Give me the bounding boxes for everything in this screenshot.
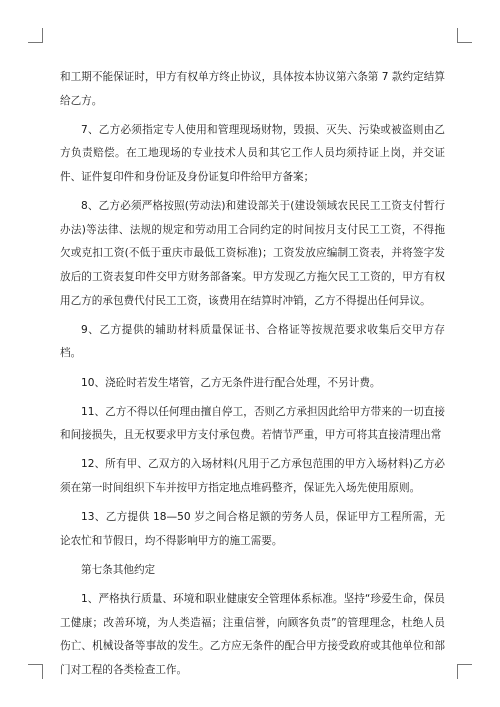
crop-mark-bottom-right [457,664,472,679]
crop-mark-top-right [457,28,472,43]
document-body [60,66,445,688]
section-heading-article-7: 第七条其他约定 [81,564,156,577]
paragraph-clause-13: 13、乙方提供 18—50 岁之间合格足额的劳务人员，保证甲方工程所需，无论农忙和节假日，均不得影响甲方的施工需要。 [60,511,445,547]
paragraph-continuation: 和工期不能保证时，甲方有权单方终止协议，具体按本协议第六条第 7 款约定结算给乙方。 [60,71,445,107]
paragraph-clause-7: 7、乙方必须指定专人使用和管理现场财物，毁损、灭失、污染或被盗则由乙方负责赔偿。在工地现场的专业技术人员和其它工作人员均须持证上岗，并交证件、证件复印件和身份证及身份证复印件给甲方备案； [60,123,445,183]
paragraph-clause-8: 8、乙方必须严格按照(劳动法)和建设部关于(建设领域农民民工工资支付暂行办法)等法律、法规的规定和劳动用工合同约定的时间按月支付民工工资，不得拖欠或克扣工资(不低于重庆市最低工资标准)；工资发放应编制工资表，并将签字发放后的工资表复印件交甲方财务部备案。甲方发现乙方拖欠民工工资的，甲方有权用乙方的承包费代付民工工资，该费用在结算时冲销，乙方不得提出任何异议。 [60,200,445,307]
paragraph-clause-9: 9、乙方提供的辅助材料质量保证书、合格证等按规范要求收集后交甲方存档。 [60,323,445,360]
crop-mark-top-left [28,28,43,43]
paragraph-article-7-clause-1: 1、严格执行质量、环境和职业健康安全管理体系标准。坚持“珍爱生命，保员工健康；改善环境，为人类造福；注重信誉，向顾客负责”的管理理念，杜绝人员伤亡、机械设备等事故的发生。乙方应无条件的配合甲方接受政府或其他单位和部门对工程的各类检查工作。 [60,593,445,676]
paragraph-clause-12: 12、所有甲、乙双方的入场材料(凡用于乙方承包范围的甲方入场材料)乙方必须在第一时间组织下车并按甲方指定地点堆码整齐，保证先入场先使用原则。 [60,458,445,495]
paragraph-clause-11: 11、乙方不得以任何理由擅自停工，否则乙方承担因此给甲方带来的一切直接和间接损失，且无权要求甲方支付承包费。若情节严重，甲方可将其直接清理出常 [60,405,445,442]
paragraph-clause-10: 10、浇砼时若发生堵管，乙方无条件进行配合处理，不另计费。 [81,376,381,389]
crop-mark-bottom-left [28,664,43,679]
